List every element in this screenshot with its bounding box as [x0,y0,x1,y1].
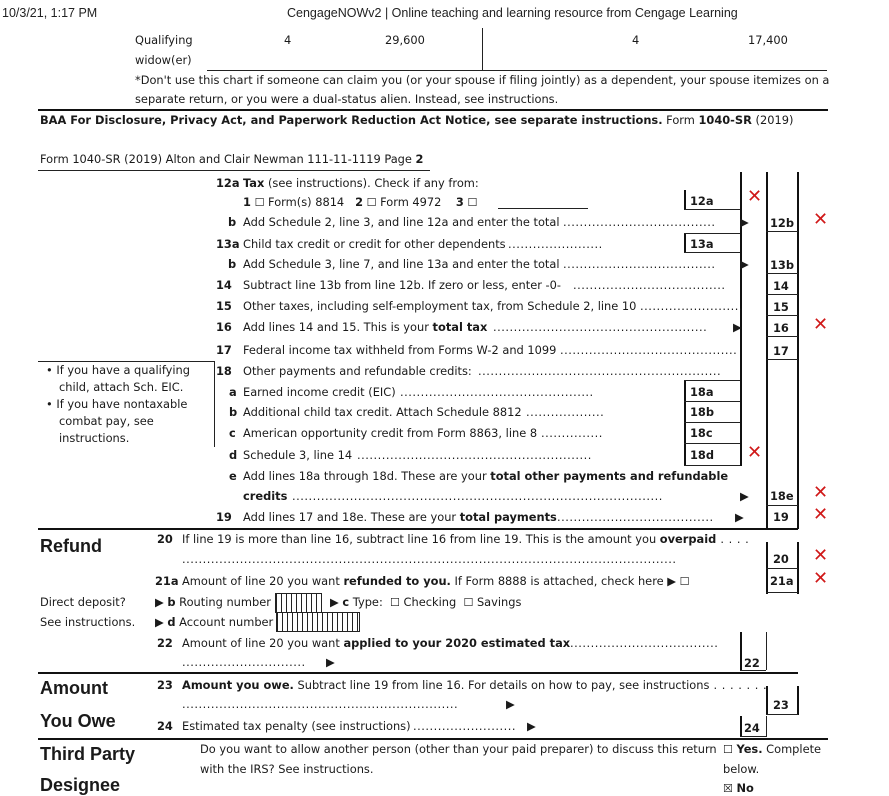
line-18d-letter: d [229,448,238,462]
amount-title: Amount [40,678,108,698]
right-column-rule [797,172,799,529]
line-18a-text: Earned income credit (EIC) [243,385,396,399]
leader-dots: .............................. [182,655,306,669]
line-18c-rule [684,443,740,444]
routing-number-row [155,595,271,609]
baa-notice [40,113,793,127]
page-title: CengageNOWv2 | Online teaching and learning resource from Cengage Learning [287,6,738,20]
account-type-row [330,595,521,609]
savings-label: Savings [476,595,522,609]
line-20-bold: overpaid [659,532,717,546]
leader-dots: ......................... [640,299,744,313]
designee-yes-option [723,742,821,756]
line-16-text [243,320,487,334]
line-21a-desc: Amount of line 20 you want [182,574,344,588]
line-14-rule [766,294,798,295]
line-16-box-label: 16 [773,321,789,335]
leader-dots: ............... [541,426,603,440]
line-19-error-x-icon: ✕ [813,504,829,525]
leader-dots: .......................................................................................... [292,489,663,503]
line-13a-rule [684,252,740,253]
line-21a-bold: refunded to you. [343,574,451,588]
leader-dots: ..................................... [563,215,716,229]
form-8814-label: Form(s) 8814 [264,195,345,209]
line-24-rule [740,736,766,737]
line-18a-box-label: 18a [690,385,714,399]
leader-dots: ........................................................................................................................ [182,552,677,566]
col18-left [684,380,686,466]
line-19-desc: Add lines 17 and 18e. These are your [243,510,460,524]
line-22-bold: applied to your 2020 estimated tax [343,636,571,650]
designee-below-label: below. [723,762,760,776]
account-number-label: Account number [179,615,274,629]
account-letter: d [167,615,176,629]
leader-dots: ........................................................... [478,364,722,378]
line-13a-top-rule [684,233,740,234]
line-18e-error-x-icon: ✕ [813,482,829,503]
col12a-left [684,190,686,209]
line-12b-box-label: 12b [770,216,795,230]
line-12a-desc: (see instructions). Check if any from: [264,176,479,190]
footnote-line-2: separate return, or you were a dual-status alien. Instead, see instructions. [135,92,559,106]
arrow-icon: ▶ [740,215,749,229]
line-16-rule [766,336,798,337]
arrow-icon: ▶ [740,257,749,271]
line-15-rule [766,315,798,316]
line-16-error-x-icon: ✕ [813,314,829,335]
line-12b-number: b [228,215,237,229]
line-22-column-right [766,632,767,670]
baa-form-year: (2019) [751,113,794,127]
line-12a-options [243,195,477,209]
type-letter: c [342,595,350,609]
checking-label: Checking [403,595,457,609]
line-17-number: 17 [216,343,232,357]
see-instructions-label: See instructions. [40,615,136,629]
line-20-desc: If line 19 is more than line 16, subtract line 16 from line 19. This is the amount you [182,532,660,546]
line-19-box-label: 19 [773,510,789,524]
line-18e-letter: e [229,469,237,483]
line-18a-rule [684,401,740,402]
leader-dots: ......................... [413,719,517,733]
side-note-b1-line2: child, attach Sch. EIC. [59,380,184,394]
designee-no-label: No [736,781,754,795]
line-18b-letter: b [229,405,238,419]
leader-dots: . . . . . . . [709,678,768,692]
line-18-text: Other payments and refundable credits: [243,364,472,378]
form-8814-checkbox[interactable]: ☐ [254,196,265,209]
line-23-desc: Subtract line 19 from line 16. For details on how to pay, see instructions [293,678,710,692]
line-12a-box-rule [684,209,740,210]
line-18b-rule [684,422,740,423]
line-21a-text [182,574,690,588]
arrow-icon: ▶ [506,697,515,711]
line-12a-text [243,176,479,190]
form-4972-label: Form 4972 [376,195,442,209]
side-note-b2-line1: If you have nontaxable [56,397,188,411]
opt2-number: 2 [355,195,363,209]
line-15-box-label: 15 [773,300,789,314]
form-8888-checkbox[interactable]: ☐ [679,575,690,588]
type-label: Type: [352,595,383,609]
page1-bottom-rule [38,109,828,111]
line-19-bold: total payments [459,510,557,524]
line-22-column-left [740,632,742,670]
leader-dots: ........................................... [560,343,738,357]
line-24-number: 24 [157,719,173,733]
refund-top-rule [38,528,798,530]
line-12b-text: Add Schedule 2, line 3, and line 12a and enter the total [243,215,560,229]
line-22-text [182,636,570,650]
checking-checkbox[interactable]: ☐ [390,596,400,609]
leader-dots: ................................................................... [182,697,459,711]
line-21a-desc-2: If Form 8888 is attached, check here [450,574,664,588]
line-18b-text: Additional child tax credit. Attach Schedule 8812 [243,405,522,419]
designee-yes-rest: Complete [762,742,822,756]
chart-col2-value: 29,600 [385,33,425,47]
arrow-icon: ▶ [740,489,749,503]
designee-no-option [723,781,754,795]
leader-dots: . . . . [716,532,750,546]
third-party-title: Third Party [40,744,136,764]
chart-row-label-2: widow(er) [135,53,192,67]
designee-yes-label: Yes. [736,742,763,756]
line-22-box-label: 22 [744,656,760,670]
line-18c-text: American opportunity credit from Form 8863, line 8 [243,426,538,440]
leader-dots: .................................... [570,636,719,650]
line-21a-number: 21a [155,574,179,588]
designee-question-2: with the IRS? See instructions. [200,762,374,776]
line-13b-rule [766,273,798,274]
line-18e-text [243,469,728,483]
line-22-rule [740,670,766,671]
line-18c-box-label: 18c [690,426,713,440]
footnote-line-1: *Don't use this chart if someone can claim you (or your spouse if filing jointly) as a dependent, your spouse itemizes on a [135,73,830,87]
owe-top-rule [38,672,798,674]
side-note-b2-line2: combat pay, see [59,414,154,428]
side-note-b2-line3: instructions. [59,431,130,445]
line-13b-number: b [228,257,237,271]
col13a-left [684,233,686,253]
line-16-number: 16 [216,320,232,334]
line-12a-bold: Tax [243,176,265,190]
arrow-icon: ▶ [326,655,335,669]
line-18e-desc: Add lines 18a through 18d. These are your [243,469,491,483]
print-timestamp: 10/3/21, 1:17 PM [2,6,98,20]
designee-title: Designee [40,775,121,795]
baa-notice-rest: Form [662,113,699,127]
leader-dots: ............................................... [400,385,594,399]
line-18c-letter: c [229,426,236,440]
line-18e-bold: total other payments and refundable [490,469,729,483]
direct-deposit-label: Direct deposit? [40,595,126,609]
line-18d-error-x-icon: ✕ [747,442,763,463]
line-12a-error-x-icon: ✕ [747,186,763,207]
line-18e-bold-2: credits [243,489,288,503]
page2-header-rule [38,170,430,171]
arrow-icon: ▶ [667,574,677,588]
line-23-bold: Amount you owe. [182,678,294,692]
chart-col3-value: 4 [632,33,640,47]
side-note-bullet-1: • If you have a qualifying [46,363,190,377]
arrow-icon: ▶ [155,615,164,629]
leader-dots: .................................................... [493,320,708,334]
leader-dots: ...................................... [557,510,714,524]
line-22-number: 22 [157,636,173,650]
line-23-rule [766,714,798,715]
page2-header-text: Form 1040-SR (2019) Alton and Clair Newman 111-11-1119 Page [40,152,416,166]
line-12b-error-x-icon: ✕ [813,209,829,230]
line-19-number: 19 [216,510,232,524]
line-18d-rule [684,465,740,466]
right-column-rule-left [766,172,768,529]
line-14-box-label: 14 [773,279,789,293]
leader-dots: ....................... [508,237,603,251]
leader-dots: ......................................................... [357,448,592,462]
line-23-number: 23 [157,678,173,692]
line-24-column-right [766,716,767,737]
side-note-b1-line1: If you have a qualifying [56,363,190,377]
savings-checkbox[interactable]: ☐ [463,596,474,609]
line-13a-box-label: 13a [690,237,714,251]
arrow-icon: ▶ [527,719,536,733]
line-14-number: 14 [216,278,232,292]
line-13b-box-label: 13b [770,258,795,272]
baa-form-number: 1040-SR [698,113,752,127]
page2-header [40,152,423,166]
line-24-column-left [740,716,742,737]
chart-col4-value: 17,400 [748,33,788,47]
line-23-column-left [766,686,768,715]
line-18b-box-label: 18b [690,405,715,419]
line-23-column-right [797,686,799,715]
line-24-text: Estimated tax penalty (see instructions) [182,719,411,733]
line-18e-rule [766,505,798,506]
line-13b-text: Add Schedule 3, line 7, and line 13a and enter the total [243,257,560,271]
line-23-box-label: 23 [773,698,789,712]
line-20-error-x-icon: ✕ [813,545,829,566]
chart-divider [482,28,483,70]
line-22-desc: Amount of line 20 you want [182,636,344,650]
baa-notice-bold: BAA For Disclosure, Privacy Act, and Paperwork Reduction Act Notice, see separate instructions. [40,113,663,127]
line-18d-box-label: 18d [690,448,715,462]
line-19-text [243,510,557,524]
leader-dots: ................... [526,405,605,419]
line-18d-text: Schedule 3, line 14 [243,448,353,462]
page2-number: 2 [415,152,424,166]
routing-letter: b [167,595,176,609]
line-18a-top-rule [684,380,740,381]
third-party-top-rule [38,738,828,740]
line-16-desc: Add lines 14 and 15. This is your [243,320,433,334]
line-12b-rule [766,231,798,232]
opt3-input-line[interactable] [498,208,588,209]
line-21a-rule [766,592,798,593]
line-15-number: 15 [216,299,232,313]
line-17-text: Federal income tax withheld from Forms W-2 and 1099 [243,343,557,357]
opt1-number: 1 [243,195,251,209]
you-owe-title: You Owe [40,711,116,731]
arrow-icon: ▶ [735,510,744,524]
chart-rule-right [482,70,827,71]
line-13a-text: Child tax credit or credit for other dependents [243,237,506,251]
arrow-icon: ▶ [155,595,164,609]
designee-no-checkbox[interactable]: ☒ [723,782,733,795]
chart-col1-value: 4 [284,33,292,47]
line-18e-box-label: 18e [770,489,794,503]
line-18-number: 18 [216,364,232,378]
line-20-rule [766,568,798,569]
line-20-box-label: 20 [773,552,789,566]
line-21a-error-x-icon: ✕ [813,568,829,589]
leader-dots: ..................................... [563,257,716,271]
line-20-number: 20 [157,532,173,546]
designee-yes-checkbox[interactable]: ☐ [723,743,733,756]
opt3-number: 3 [455,195,464,209]
line-13a-number: 13a [216,237,240,251]
account-number-row [155,615,273,629]
form-4972-checkbox[interactable]: ☐ [366,196,377,209]
account-number-input[interactable] [276,612,360,632]
routing-number-label: Routing number [179,595,271,609]
arrow-icon: ▶ [733,320,742,334]
line-20-text [182,532,749,546]
line-21a-box-label: 21a [770,574,794,588]
chart-rule-left [207,70,482,71]
line-12a-number: 12a [216,176,240,190]
chart-row-label: Qualifying [135,33,193,47]
line-12a-box-label: 12a [690,194,714,208]
other-form-checkbox[interactable]: ☐ [467,196,478,209]
routing-number-input[interactable] [275,593,322,613]
line-16-bold: total tax [432,320,488,334]
refund-title: Refund [40,536,102,556]
line-23-text [182,678,767,692]
line-17-rule [766,359,798,360]
side-note-bullet-2: • If you have nontaxable [46,397,188,411]
line-18a-letter: a [229,385,237,399]
line-24-box-label: 24 [744,721,760,735]
line-14-text: Subtract line 13b from line 12b. If zero or less, enter -0- [243,278,561,292]
arrow-icon: ▶ [330,595,339,609]
leader-dots: ..................................... [573,278,726,292]
designee-question-1: Do you want to allow another person (other than your paid preparer) to discuss this return [200,742,717,756]
line-17-box-label: 17 [773,344,789,358]
line-15-text: Other taxes, including self-employment tax, from Schedule 2, line 10 [243,299,637,313]
